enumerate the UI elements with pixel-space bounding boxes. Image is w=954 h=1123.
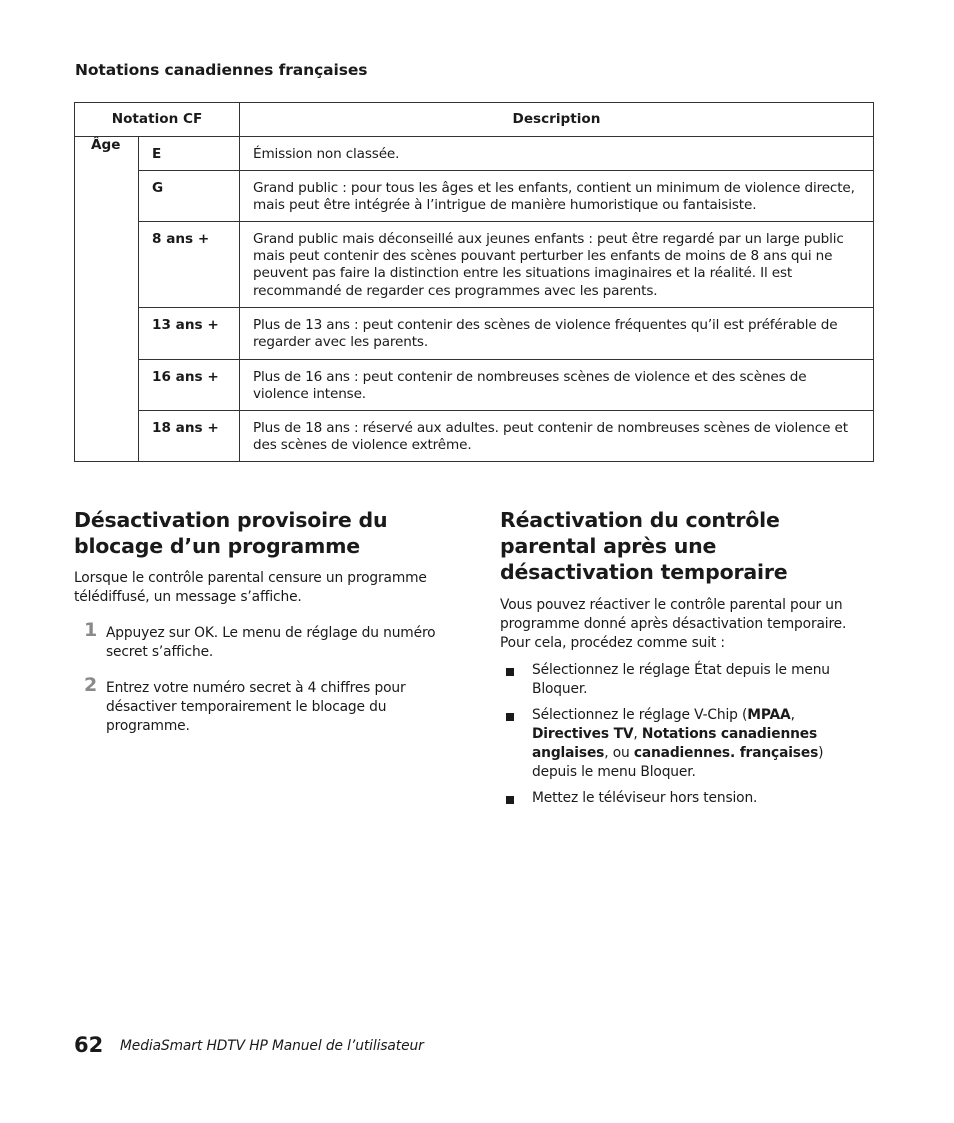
table-row	[75, 308, 874, 360]
ratings-table	[74, 102, 874, 462]
bullet-item	[503, 706, 863, 782]
step-item	[84, 674, 454, 736]
page-number: 62	[74, 1033, 104, 1057]
rating-code: E	[139, 137, 240, 171]
step-number: 1	[84, 619, 98, 641]
footer-title: MediaSmart HDTV HP Manuel de l’utilisateur	[120, 1038, 424, 1054]
rating-code: G	[139, 171, 240, 222]
bullet-text-part: , ou	[604, 745, 634, 761]
rating-code: 18 ans +	[139, 411, 240, 462]
square-bullet-icon	[506, 713, 514, 721]
rating-description: Plus de 18 ans : réservé aux adultes. peut contenir de nombreuses scènes de violence et des scènes de violence extrême.	[240, 411, 874, 462]
left-section-heading: Désactivation provisoire du blocage d’un programme	[74, 508, 388, 558]
table-row	[75, 137, 874, 171]
table-header-row	[75, 103, 874, 137]
right-section-heading: Réactivation du contrôle parental après une désactivation temporaire	[500, 508, 788, 584]
square-bullet-icon	[506, 668, 514, 676]
bullet-item	[503, 661, 863, 699]
bullet-text-part: ) depuis le menu Bloquer.	[532, 745, 824, 780]
step-text: Appuyez sur OK. Le menu de réglage du numéro secret s’affiche.	[106, 625, 436, 660]
bullet-bold-term: Directives TV	[532, 726, 634, 742]
bullet-bold-term: canadiennes. françaises	[633, 745, 819, 761]
rating-description: Grand public mais déconseillé aux jeunes enfants : peut être regardé par un large public mais peut contenir des scènes pouvant perturber les enfants de moins de 8 ans qui ne peuvent pas faire la distinction entre les situations imaginaires et la réalité. Il est recommandé de regarder ces programmes avec les parents.	[240, 222, 874, 308]
table-title: Notations canadiennes françaises	[75, 61, 368, 79]
table-row	[75, 222, 874, 308]
rating-description: Plus de 16 ans : peut contenir de nombreuses scènes de violence et des scènes de violence intense.	[240, 360, 874, 411]
header-rating: Notation CF	[75, 103, 240, 137]
square-bullet-icon	[506, 796, 514, 804]
table-row	[75, 411, 874, 462]
table-row	[75, 171, 874, 222]
steps-list	[84, 619, 454, 753]
step-item	[84, 619, 454, 662]
bullet-text: Sélectionnez le réglage État depuis le menu Bloquer.	[532, 662, 830, 697]
bullet-list	[503, 661, 863, 815]
rating-code: 13 ans +	[139, 308, 240, 360]
bullet-text-part: ,	[790, 707, 795, 723]
rating-code: 16 ans +	[139, 360, 240, 411]
rating-code: 8 ans +	[139, 222, 240, 308]
bullet-item	[503, 789, 863, 808]
step-text: Entrez votre numéro secret à 4 chiffres pour désactiver temporairement le blocage du programme.	[106, 680, 406, 734]
header-description: Description	[240, 103, 874, 137]
left-section-intro: Lorsque le contrôle parental censure un programme télédiffusé, un message s’affiche.	[74, 570, 427, 605]
bullet-text: Mettez le téléviseur hors tension.	[532, 790, 758, 806]
rating-description: Grand public : pour tous les âges et les enfants, contient un minimum de violence directe, mais peut être intégrée à l’intrigue de manière humoristique ou fantaisiste.	[240, 171, 874, 222]
rating-description: Plus de 13 ans : peut contenir des scènes de violence fréquentes qu’il est préférable de regarder avec les parents.	[240, 308, 874, 360]
group-label: Âge	[75, 137, 139, 462]
bullet-text-part: Sélectionnez le réglage V-Chip (	[532, 707, 748, 723]
table-row	[75, 360, 874, 411]
bullet-text-part: ,	[633, 726, 642, 742]
bullet-bold-term: Notations canadiennes anglaises	[532, 726, 818, 761]
bullet-bold-term: MPAA	[747, 707, 791, 723]
step-number: 2	[84, 674, 98, 696]
rating-description: Émission non classée.	[240, 137, 874, 171]
right-section-intro: Vous pouvez réactiver le contrôle parental pour un programme donné après désactivation temporaire. Pour cela, procédez comme suit :	[500, 597, 847, 651]
